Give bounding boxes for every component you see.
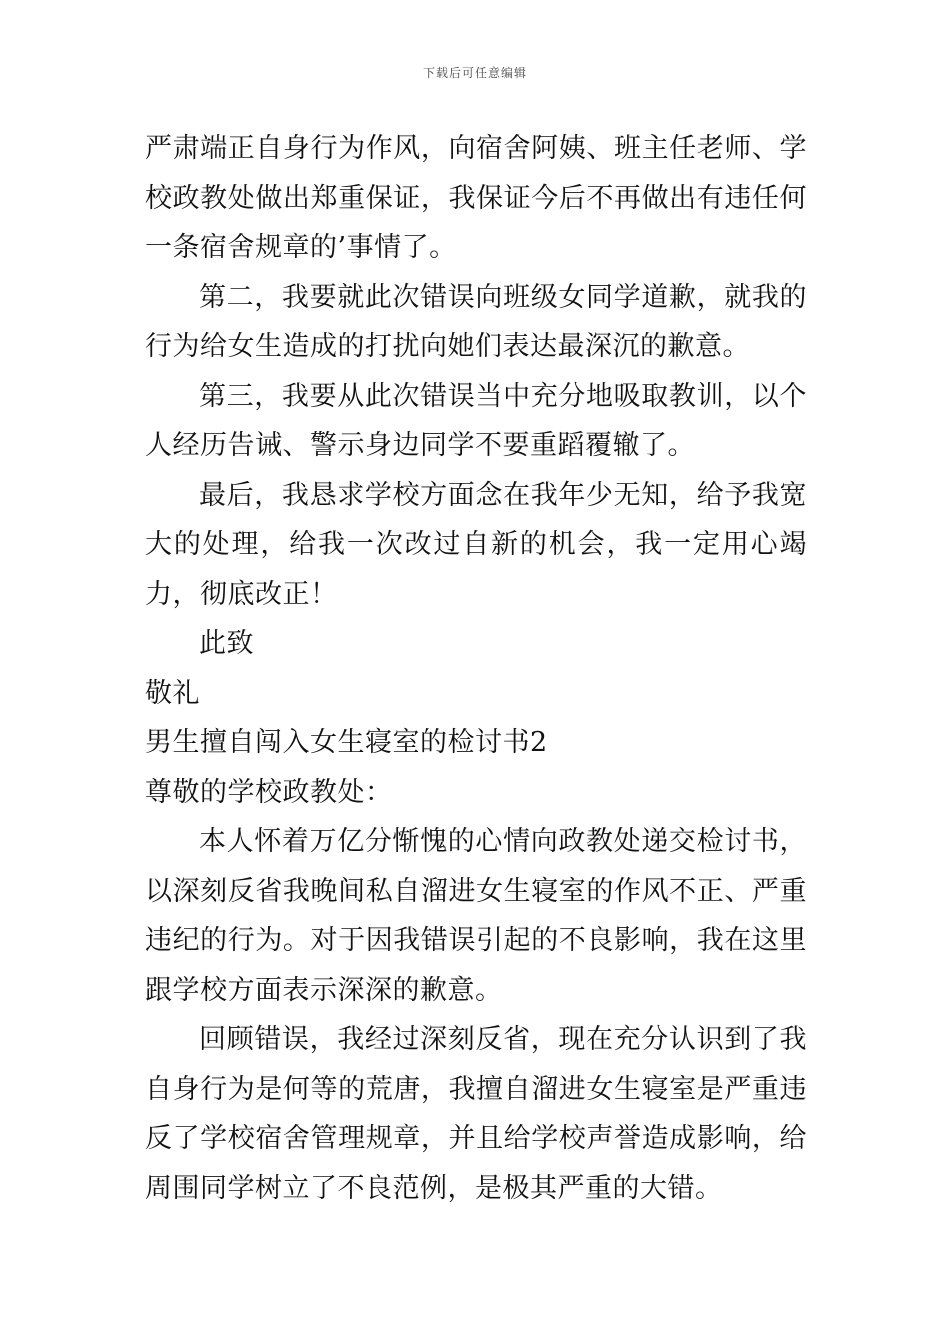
paragraph-second: 第二，我要就此次错误向班级女同学道歉，就我的行为给女生造成的打扰向她们表达最深沉的歉意。 bbox=[145, 281, 807, 362]
closing-cizhi: 此致 bbox=[199, 628, 254, 659]
document-body bbox=[145, 124, 807, 1213]
section-title: 男生擅自闯入女生寝室的检讨书2 bbox=[145, 727, 548, 758]
paragraph-intro: 本人怀着万亿分惭愧的心情向政教处递交检讨书，以深刻反省我晚间私自溜进女生寝室的作风不正、严重违纪的行为。对于因我错误引起的不良影响，我在这里跟学校方面表示深深的歉意。 bbox=[145, 826, 807, 1006]
paragraph-pledge: 严肃端正自身行为作风，向宿舍阿姨、班主任老师、学校政教处做出郑重保证，我保证今后不再做出有违任何一条宿舍规章的’事情了。 bbox=[145, 133, 807, 263]
paragraph-third: 第三，我要从此次错误当中充分地吸取教训，以个人经历告诫、警示身边同学不要重蹈覆辙了。 bbox=[145, 380, 807, 461]
paragraph-review: 回顾错误，我经过深刻反省，现在充分认识到了我自身行为是何等的荒唐，我擅自溜进女生寝室是严重违反了学校宿舍管理规章，并且给学校声誉造成影响，给周围同学树立了不良范例，是极其严重的大错。 bbox=[145, 1024, 807, 1204]
salutation: 尊敬的学校政教处： bbox=[145, 776, 393, 808]
paragraph-finally: 最后，我恳求学校方面念在我年少无知，给予我宽大的处理，给我一次改过自新的机会，我一定用心竭力，彻底改正！ bbox=[145, 479, 807, 610]
closing-jingli: 敬礼 bbox=[145, 677, 200, 709]
page-header: 下载后可任意编辑 bbox=[422, 66, 527, 80]
